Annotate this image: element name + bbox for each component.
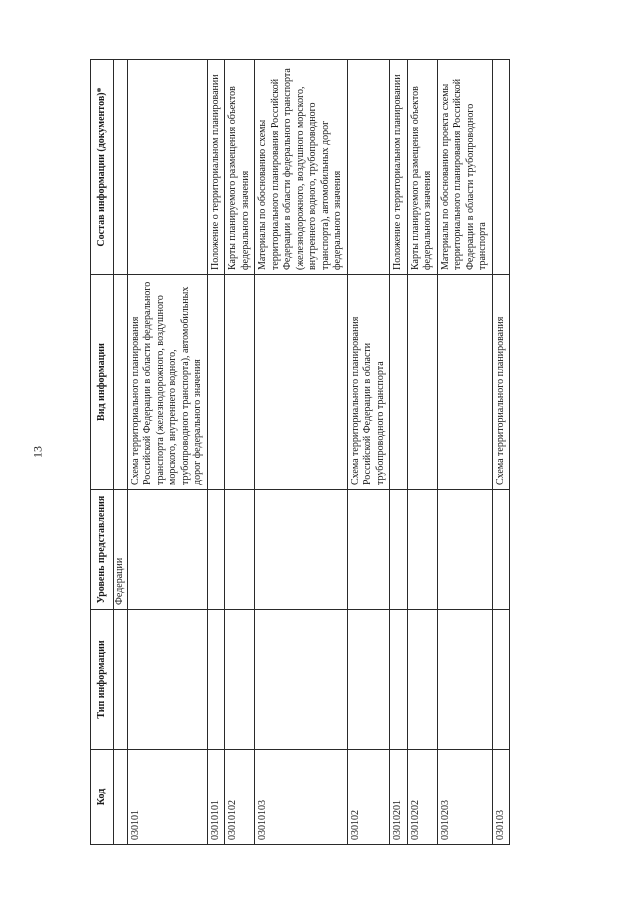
row-code: 030101 (127, 750, 207, 845)
row-level (407, 490, 437, 610)
information-table (90, 59, 510, 845)
table-row (347, 60, 390, 845)
row-level (347, 490, 390, 610)
row-kind: Схема территориального планирования (492, 275, 510, 490)
table-row (207, 60, 225, 845)
header-code: Код (91, 750, 114, 845)
row-type (255, 610, 348, 750)
row-type (347, 610, 390, 750)
row-kind (255, 275, 348, 490)
row-type (437, 610, 492, 750)
row-code: 03010103 (255, 750, 348, 845)
table-row (127, 60, 207, 845)
row-composition: Карты планируемого размещения объектов федерального значения (407, 60, 437, 275)
row-code: 03010101 (207, 750, 225, 845)
row-kind (407, 275, 437, 490)
row-type (390, 610, 408, 750)
row-kind: Схема территориального планирования Российской Федерации в области федерального транспорта (железнодорожного, воздушного морского, внутреннего водного, трубопроводного транспорта), автомобильных дорог федерального значения (127, 275, 207, 490)
row-composition: Положение о территориальном планировании (390, 60, 408, 275)
row-composition: Карты планируемого размещения объектов федерального значения (225, 60, 255, 275)
row-type (127, 610, 207, 750)
row-level (390, 490, 408, 610)
row-kind (390, 275, 408, 490)
row-level (255, 490, 348, 610)
table-row (492, 60, 510, 845)
table-row (225, 60, 255, 845)
row-code: 03010102 (225, 750, 255, 845)
row-level (437, 490, 492, 610)
header-kind: Вид информации (91, 275, 114, 490)
row-composition (347, 60, 390, 275)
table-row (437, 60, 492, 845)
carryover-row (114, 60, 128, 845)
row-type (407, 610, 437, 750)
row-code: 030103 (492, 750, 510, 845)
row-code: 030102 (347, 750, 390, 845)
row-type (492, 610, 510, 750)
row-composition (127, 60, 207, 275)
row-kind (225, 275, 255, 490)
page-number: 13 (30, 446, 45, 458)
header-row (91, 60, 114, 845)
row-code: 03010203 (437, 750, 492, 845)
row-level (492, 490, 510, 610)
table-row (407, 60, 437, 845)
carryover-level: Федерации (114, 490, 128, 610)
row-composition (492, 60, 510, 275)
header-type: Тип информации (91, 610, 114, 750)
row-kind: Схема территориального планирования Российской Федерации в области трубопроводного транспорта (347, 275, 390, 490)
row-composition: Материалы по обоснованию проекта схемы территориального планирования Российской Федерации в области трубопроводного транспорта (437, 60, 492, 275)
row-type (225, 610, 255, 750)
header-composition: Состав информации (документов)* (91, 60, 114, 275)
row-kind (437, 275, 492, 490)
row-level (225, 490, 255, 610)
row-type (207, 610, 225, 750)
table-row (390, 60, 408, 845)
row-code: 03010202 (407, 750, 437, 845)
row-kind (207, 275, 225, 490)
row-level (127, 490, 207, 610)
rotated-sheet (90, 60, 570, 845)
row-composition: Материалы по обоснованию схемы территориального планирования Российской Федерации в области федерального транспорта (железнодорожного, воздушного морского, внутреннего водного, трубопроводного транспорта), автомобильных дорог федерального значения (255, 60, 348, 275)
row-composition: Положение о территориальном планировании (207, 60, 225, 275)
row-level (207, 490, 225, 610)
table-row (255, 60, 348, 845)
row-code: 03010201 (390, 750, 408, 845)
header-level: Уровень представления (91, 490, 114, 610)
